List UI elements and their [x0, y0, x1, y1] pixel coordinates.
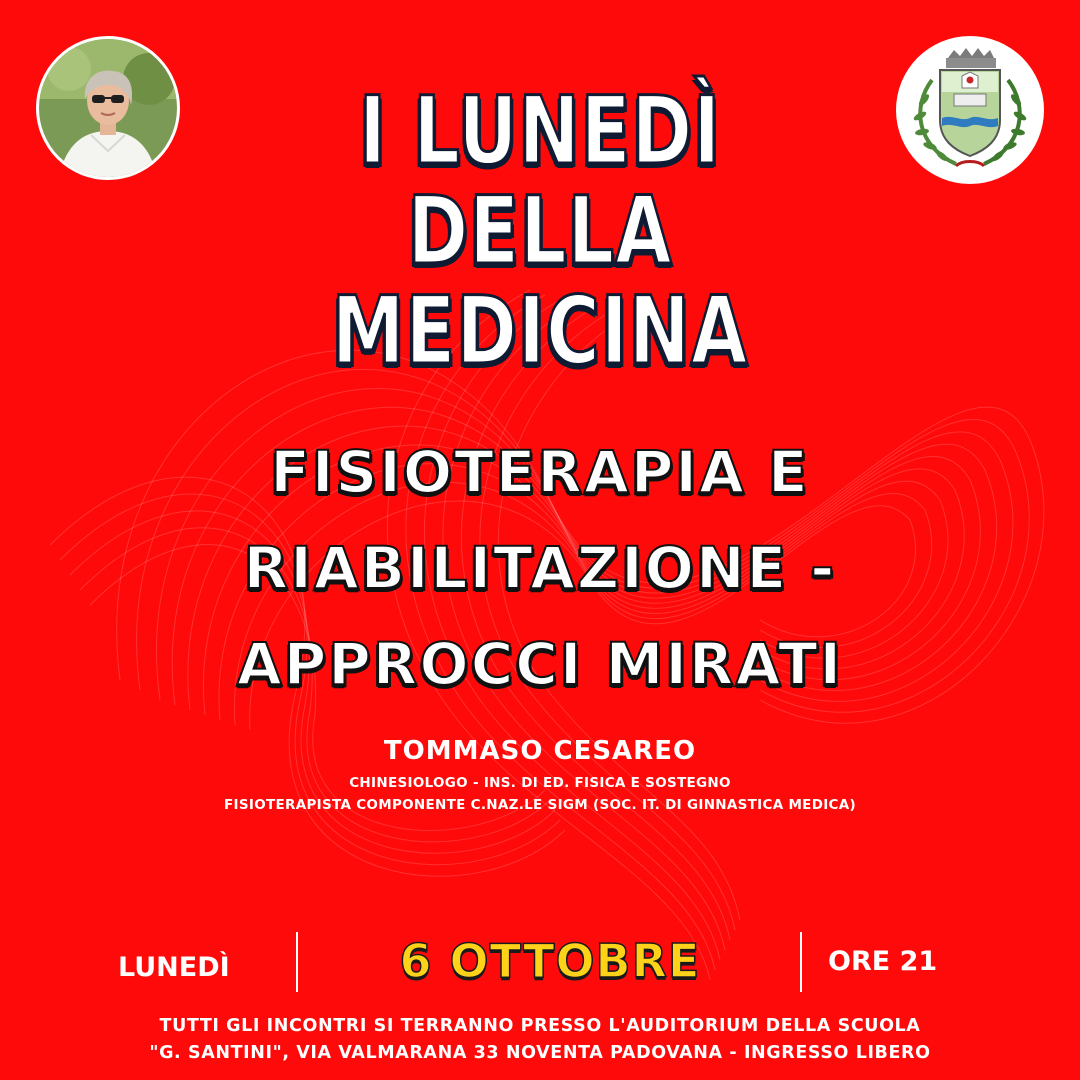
speaker-credentials	[100, 772, 980, 816]
speaker-photo	[36, 36, 180, 180]
series-title-line-2: MEDICINA	[331, 277, 749, 386]
event-date: 6 OTTOBRE	[399, 934, 701, 988]
speaker-name: TOMMASO CESAREO	[383, 736, 697, 766]
series-title-line-1: I LUNEDÌ DELLA	[358, 77, 722, 286]
speaker-role-line-1: CHINESIOLOGO - INS. DI ED. FISICA E SOSTEGNO	[349, 775, 731, 791]
event-time: ORE 21	[828, 946, 938, 977]
venue-info	[40, 1013, 1040, 1067]
topic-line-2: RIABILITAZIONE -	[243, 534, 837, 602]
divider-left	[296, 932, 298, 992]
municipal-coat-of-arms	[896, 36, 1044, 184]
series-title	[228, 77, 852, 386]
topic-line-3: APPROCCI MIRATI	[236, 630, 844, 698]
divider-right	[800, 932, 802, 992]
speaker-photo-image	[39, 39, 177, 177]
speaker-role-line-2: FISIOTERAPISTA COMPONENTE C.NAZ.LE SIGM (SOC. IT. DI GINNASTICA MEDICA)	[224, 797, 856, 813]
coat-of-arms-emblem	[896, 36, 1044, 184]
lecture-topic	[100, 424, 980, 712]
event-info-row	[0, 930, 1080, 994]
venue-line-2: "G. SANTINI", VIA VALMARANA 33 NOVENTA PADOVANA - INGRESSO LIBERO	[149, 1043, 931, 1063]
venue-line-1: TUTTI GLI INCONTRI SI TERRANNO PRESSO L'AUDITORIUM DELLA SCUOLA	[159, 1016, 921, 1036]
event-day: LUNEDÌ	[118, 952, 230, 983]
topic-line-1: FISIOTERAPIA E	[270, 438, 810, 506]
